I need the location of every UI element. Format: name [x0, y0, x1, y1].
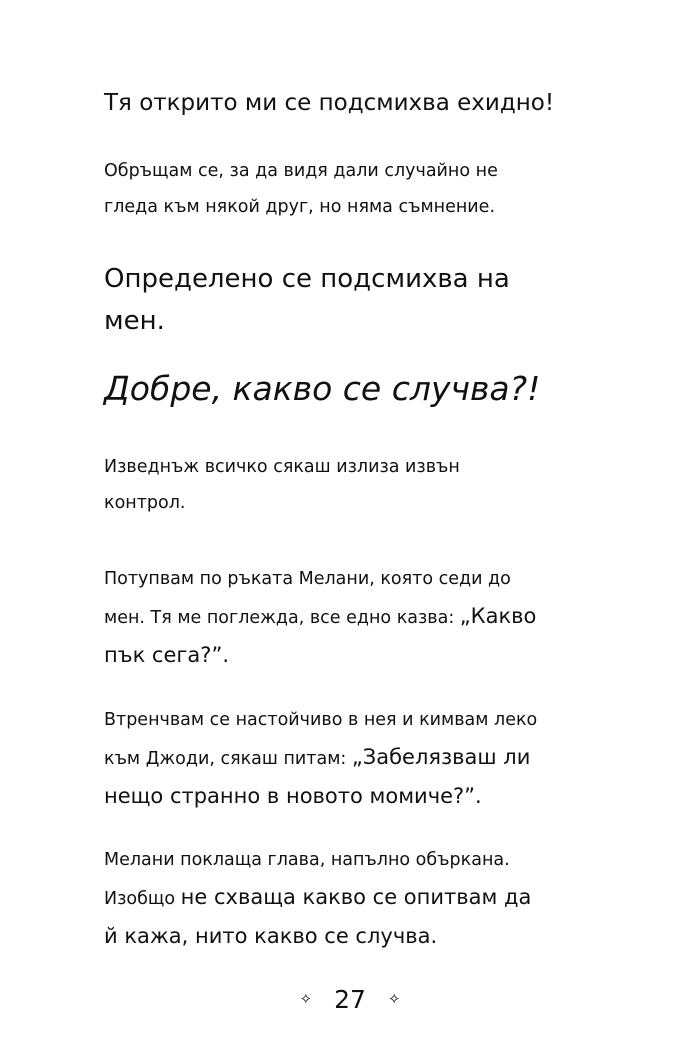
text-line	[104, 879, 644, 918]
text-run-large: „Забелязваш ли	[351, 745, 531, 769]
paragraph-2	[104, 153, 644, 225]
paragraph-8	[104, 842, 644, 955]
text-line: Изведнъж всичко сякаш излиза извън	[104, 457, 460, 477]
text-line: Определено се подсмихва на	[104, 264, 510, 294]
page-number: 27	[334, 985, 366, 1014]
text-run: към Джоди, сякаш питам:	[104, 749, 352, 769]
text-line: Добре, какво се случва?!	[104, 369, 541, 408]
sparkle-icon: ✧	[299, 990, 313, 1008]
text-line	[104, 739, 644, 778]
paragraph-5	[104, 449, 644, 521]
text-line: Втренчвам се настойчиво в нея и кимвам леко	[104, 710, 538, 730]
text-line: гледа към някой друг, но няма съмнение.	[104, 197, 496, 217]
text-run-large: не схваща какво се опитвам да	[180, 885, 532, 909]
text-run: мен. Тя ме поглежда, все едно казва:	[104, 608, 460, 628]
page-footer	[0, 982, 700, 1019]
text-line: Обръщам се, за да видя дали случайно не	[104, 161, 498, 181]
text-line: Тя открито ми се подсмихва ехидно!	[104, 90, 555, 116]
text-line-large: й кажа, нито какво се случва.	[104, 924, 438, 948]
text-line	[104, 598, 644, 637]
paragraph-6	[104, 561, 644, 674]
text-run: Изобщо	[104, 889, 181, 909]
text-line: Потупвам по ръката Мелани, която седи до	[104, 569, 511, 589]
text-line: Мелани поклаща глава, напълно объркана.	[104, 850, 510, 870]
paragraph-7	[104, 702, 644, 815]
text-line-large: пък сега?”.	[104, 643, 229, 667]
text-run-large: „Какво	[459, 604, 537, 628]
sparkle-icon: ✧	[387, 990, 401, 1008]
paragraph-4-exclamation	[104, 366, 644, 412]
paragraph-1	[104, 86, 644, 120]
paragraph-3	[104, 258, 644, 342]
text-line: контрол.	[104, 493, 186, 513]
text-line-large: нещо странно в новото момиче?”.	[104, 784, 482, 808]
text-line: мен.	[104, 306, 165, 336]
